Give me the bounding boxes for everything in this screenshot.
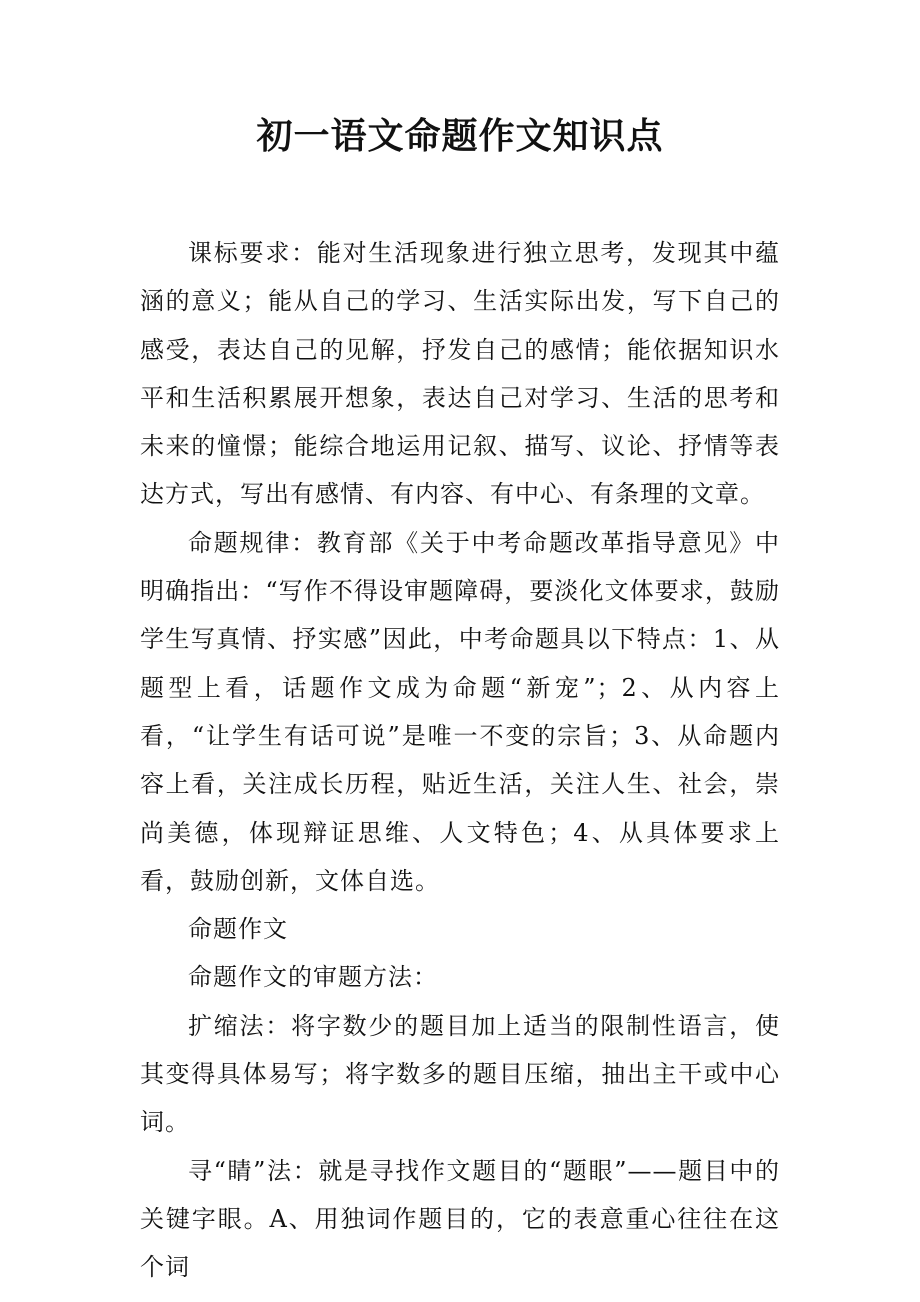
section-heading-topic-essay: 命题作文 <box>188 915 288 944</box>
paragraph-curriculum-requirements: 课标要求：能对生活现象进行独立思考，发现其中蕴涵的意义；能从自己的学习、生活实际出发，写下自己的感受，表达自己的见解，抒发自己的感情；能依据知识水平和生活积累展开想象，表达自己对学习、生活的思考和未来的憧憬；能综合地运用记叙、描写、议论、抒情等表达方式，写出有感情、有内容、有中心、有条理的文章。 <box>140 239 780 509</box>
paragraph-exam-patterns: 命题规律：教育部《关于中考命题改革指导意见》中明确指出：“写作不得设审题障碍，要淡化文体要求，鼓励学生写真情、抒实感”因此，中考命题具以下特点：1、从题型上看，话题作文成为命题“新宠”；2、从内容上看，“让学生有话可说”是唯一不变的宗旨；3、从命题内容上看，关注成长历程，贴近生活，关注人生、社会，崇尚美德，体现辩证思维、人文特色；4、从具体要求上看，鼓励创新，文体自选。 <box>140 528 780 895</box>
document-body <box>140 229 780 1292</box>
document-title: 初一语文命题作文知识点 <box>256 115 664 157</box>
paragraph-expand-shrink-method: 扩缩法：将字数少的题目加上适当的限制性语言，使其变得具体易写；将字数多的题目压缩，抽出主干或中心词。 <box>140 1011 780 1137</box>
section-heading-review-methods: 命题作文的审题方法： <box>188 963 438 992</box>
paragraph-find-eye-method: 寻“睛”法：就是寻找作文题目的“题眼”——题目中的关键字眼。A、用独词作题目的，它的表意重心往往在这个词 <box>140 1156 780 1282</box>
